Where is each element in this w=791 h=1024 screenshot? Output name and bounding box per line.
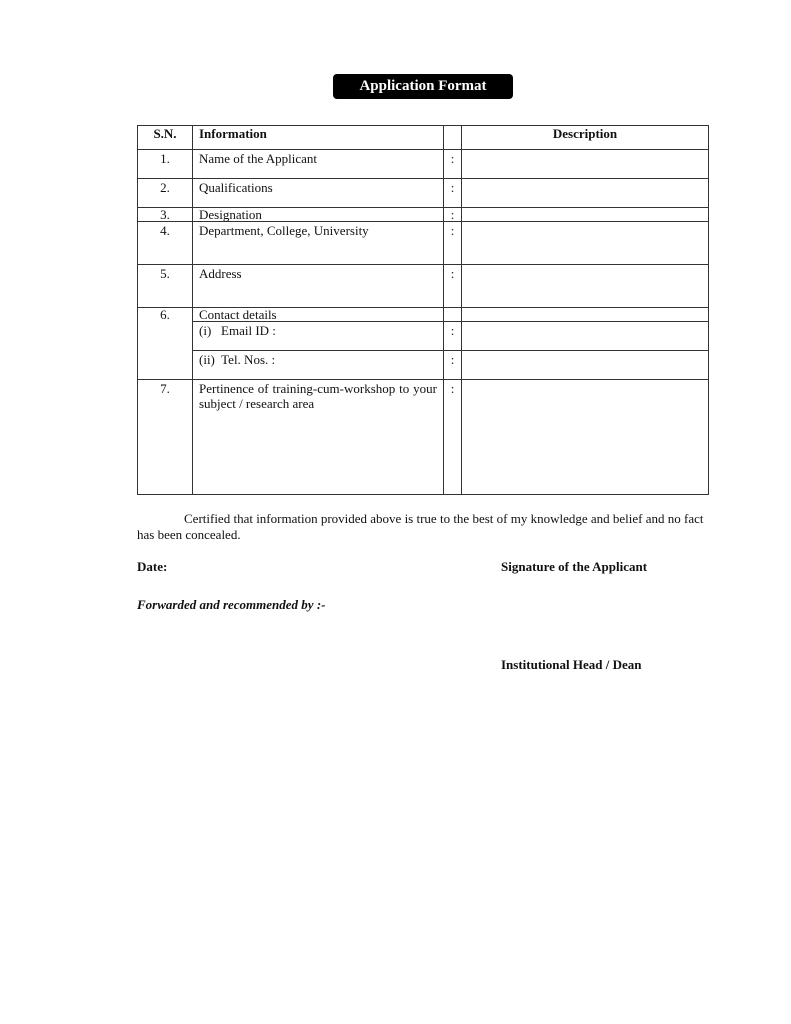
table-row xyxy=(138,308,709,322)
applicant-signature-label: Signature of the Applicant xyxy=(501,559,648,574)
row-5-colon: : xyxy=(444,265,462,308)
row-7-sn: 7. xyxy=(138,380,193,495)
table-row xyxy=(138,265,709,308)
row-6-tel-colon: : xyxy=(444,351,462,380)
row-4-info: Department, College, University xyxy=(193,222,444,265)
row-4-description-field[interactable] xyxy=(462,222,709,265)
row-7-info: Pertinence of training-cum-workshop to your subject / research area xyxy=(193,380,444,495)
row-6-email-label: (i) Email ID : xyxy=(193,322,444,351)
row-6-tel-label: (ii) Tel. Nos. : xyxy=(193,351,444,380)
row-5-description-field[interactable] xyxy=(462,265,709,308)
row-6-email-field[interactable] xyxy=(462,322,709,351)
row-6-info: Contact details xyxy=(193,308,444,322)
row-5-info: Address xyxy=(193,265,444,308)
header-colon-column xyxy=(444,126,462,150)
date-label: Date: xyxy=(137,559,168,574)
row-5-sn: 5. xyxy=(138,265,193,308)
certification-text: Certified that information provided above is true to the best of my knowledge and belief and no fact has been concealed. xyxy=(137,511,704,542)
institutional-head-label: Institutional Head / Dean xyxy=(501,657,642,672)
row-1-sn: 1. xyxy=(138,150,193,179)
row-3-description-field[interactable] xyxy=(462,208,709,222)
row-6-description-field xyxy=(462,308,709,322)
application-form-table xyxy=(137,125,709,495)
row-2-description-field[interactable] xyxy=(462,179,709,208)
row-4-sn: 4. xyxy=(138,222,193,265)
row-1-info: Name of the Applicant xyxy=(193,150,444,179)
row-4-colon: : xyxy=(444,222,462,265)
table-row xyxy=(138,351,709,380)
table-header-row xyxy=(138,126,709,150)
row-3-sn: 3. xyxy=(138,208,193,222)
row-3-colon: : xyxy=(444,208,462,222)
forwarded-recommended-label: Forwarded and recommended by :- xyxy=(137,597,326,612)
row-2-info: Qualifications xyxy=(193,179,444,208)
header-information: Information xyxy=(193,126,444,150)
row-6-colon xyxy=(444,308,462,322)
row-2-sn: 2. xyxy=(138,179,193,208)
row-6-sn: 6. xyxy=(138,308,193,380)
table-row xyxy=(138,222,709,265)
table-row xyxy=(138,322,709,351)
row-6-email-colon: : xyxy=(444,322,462,351)
row-2-colon: : xyxy=(444,179,462,208)
row-7-description-field[interactable] xyxy=(462,380,709,495)
table-row xyxy=(138,150,709,179)
table-row xyxy=(138,208,709,222)
header-description: Description xyxy=(462,126,709,150)
header-sn: S.N. xyxy=(138,126,193,150)
row-1-colon: : xyxy=(444,150,462,179)
table-row xyxy=(138,179,709,208)
row-7-colon: : xyxy=(444,380,462,495)
table-row xyxy=(138,380,709,495)
form-title: Application Format xyxy=(333,74,513,99)
row-1-description-field[interactable] xyxy=(462,150,709,179)
row-3-info: Designation xyxy=(193,208,444,222)
row-6-tel-field[interactable] xyxy=(462,351,709,380)
